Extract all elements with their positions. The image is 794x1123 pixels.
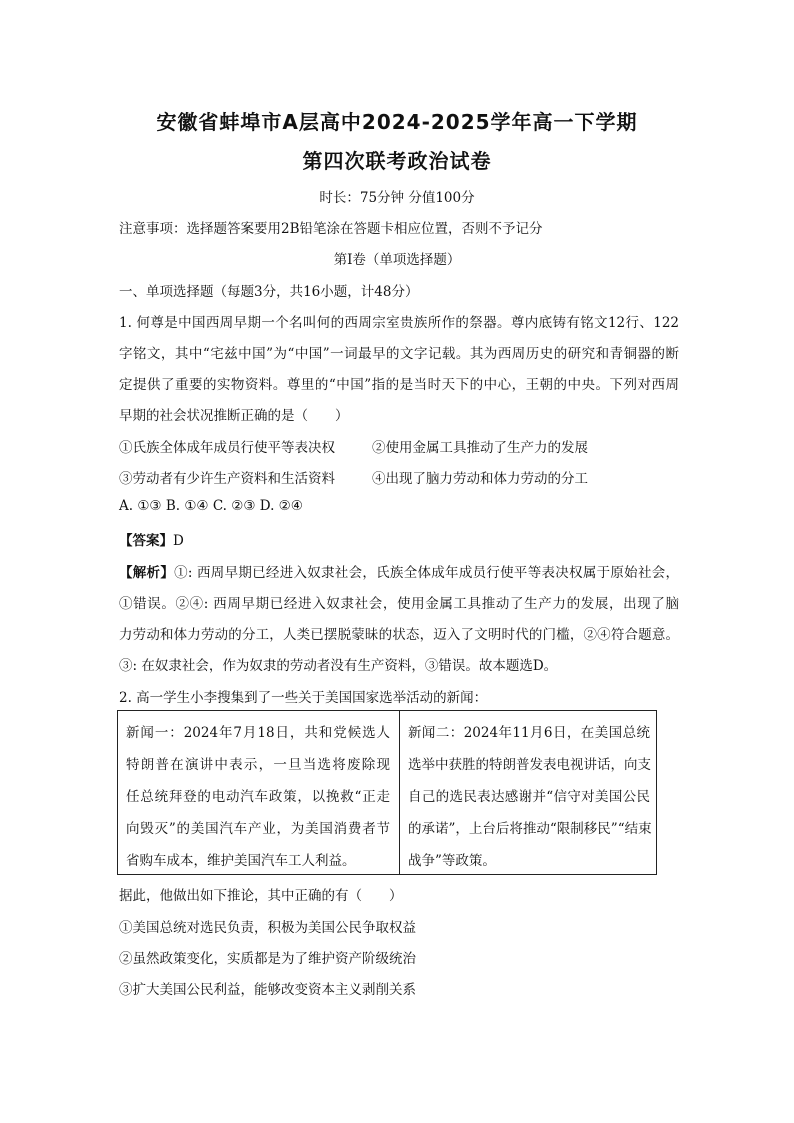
analysis-text: ①: 西周早期已经进入奴隶社会，氏族全体成年成员行使平等表决权属于原始社会， bbox=[174, 565, 680, 581]
news-two-line: 战争”等政策。 bbox=[408, 853, 496, 869]
exam-title-line1: 安徽省蚌埠市A层高中2024-2025学年高一下学期 bbox=[156, 110, 638, 134]
q2-option: ②虽然政策变化，实质都是为了维护资产阶级统治 bbox=[119, 951, 416, 967]
q1-analysis-line bbox=[119, 561, 679, 581]
answer-value: D bbox=[173, 533, 184, 549]
q1-choices: A. ①③ B. ①④ C. ②③ D. ②④ bbox=[119, 498, 303, 514]
q2-option: ①美国总统对选民负责，积极为美国公民争取权益 bbox=[119, 920, 416, 936]
q1-stem-line: 1. 何尊是中国西周早期一个名叫何的西周宗室贵族所作的祭器。尊内底铸有铭文12行、122 bbox=[119, 315, 679, 331]
q1-option: ③劳动者有少许生产资料和生活资料 bbox=[119, 471, 335, 487]
q1-analysis-line: ③: 在奴隶社会，作为奴隶的劳动者没有生产资料，③错误。故本题选D。 bbox=[119, 658, 558, 674]
q1-option: ④出现了脑力劳动和体力劳动的分工 bbox=[372, 471, 588, 487]
q1-option: ②使用金属工具推动了生产力的发展 bbox=[372, 440, 588, 456]
answer-label: 【答案】 bbox=[119, 533, 173, 549]
q1-stem-line: 定提供了重要的实物资料。尊里的“中国”指的是当时天下的中心，王朝的中央。下列对西周 bbox=[119, 377, 679, 393]
news-one bbox=[126, 717, 390, 877]
section-heading: 一、单项选择题（每题3分，共16小题，计48分） bbox=[119, 284, 419, 300]
news-one-line: 任总统拜登的电动汽车政策，以挽救“正走 bbox=[126, 789, 390, 805]
news-two-line: 新闻二：2024年11月6日，在美国总统 bbox=[408, 725, 650, 741]
news-one-line: 省购车成本，维护美国汽车工人利益。 bbox=[126, 853, 356, 869]
news-one-line: 特朗普在演讲中表示，一旦当选将废除现 bbox=[126, 757, 390, 773]
q1-answer bbox=[119, 529, 679, 549]
news-two-line: 选举中获胜的特朗普发表电视讲话，向支 bbox=[408, 757, 651, 773]
exam-title-line2: 第四次联考政治试卷 bbox=[302, 149, 492, 173]
q1-option: ①氏族全体成年成员行使平等表决权 bbox=[119, 440, 335, 456]
exam-notice: 注意事项：选择题答案要用2B铅笔涂在答题卡相应位置，否则不予记分 bbox=[119, 221, 543, 237]
volume-heading: 第Ⅰ卷（单项选择题） bbox=[333, 252, 461, 268]
q1-analysis-line: 力劳动和体力劳动的分工，人类已摆脱蒙昧的状态，迈入了文明时代的门槛，②④符合题意。 bbox=[119, 627, 679, 643]
q1-stem-line: 早期的社会状况推断正确的是（ ） bbox=[119, 408, 349, 424]
news-divider bbox=[399, 711, 400, 874]
news-one-line: 向毁灭”的美国汽车产业，为美国消费者节 bbox=[126, 821, 390, 837]
news-table bbox=[117, 710, 657, 875]
q2-option: ③扩大美国公民利益，能够改变资本主义剥削关系 bbox=[119, 982, 416, 998]
news-two bbox=[408, 717, 650, 877]
q1-analysis-line: ①错误。②④: 西周早期已经进入奴隶社会，使用金属工具推动了生产力的发展，出现了脑 bbox=[119, 596, 679, 612]
news-one-line: 新闻一：2024年7月18日，共和党候选人 bbox=[126, 725, 390, 741]
analysis-label: 【解析】 bbox=[119, 565, 175, 581]
news-two-line: 自己的选民表达感谢并“信守对美国公民 bbox=[408, 789, 650, 805]
q2-stem: 2. 高一学生小李搜集到了一些关于美国国家选举活动的新闻： bbox=[119, 690, 488, 706]
q2-question: 据此，他做出如下推论，其中正确的有（ ） bbox=[119, 888, 403, 904]
q1-stem-line: 字铭文，其中“宅兹中国”为“中国”一词最早的文字记载。其为西周历史的研究和青铜器的断 bbox=[119, 346, 679, 362]
exam-duration: 时长：75分钟 分值100分 bbox=[319, 190, 475, 206]
news-two-line: 的承诺”，上台后将推动“限制移民”“结束 bbox=[408, 821, 652, 837]
